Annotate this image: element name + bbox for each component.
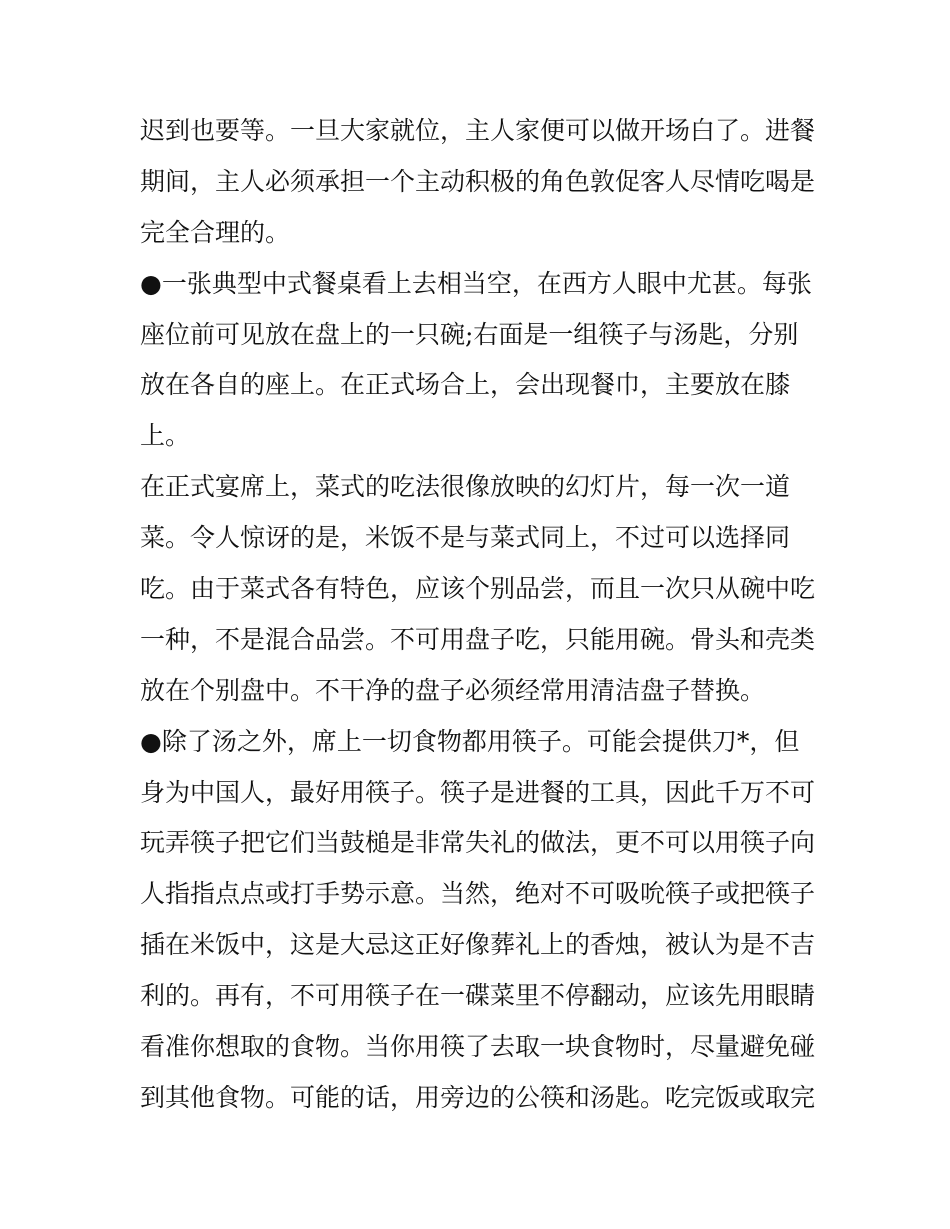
- body-text: [140, 106, 820, 1124]
- text-line: 身为中国人，最好用筷子。筷子是进餐的工具，因此千万不可: [140, 777, 816, 807]
- text-line: 玩弄筷子把它们当鼓槌是非常失礼的做法，更不可以用筷子向: [140, 828, 816, 858]
- text-line: 放在个别盘中。不干净的盘子必须经常用清洁盘子替换。: [140, 675, 766, 705]
- text-line: 吃。由于菜式各有特色，应该个别品尝，而且一次只从碗中吃: [140, 574, 816, 604]
- text-line: 期间，主人必须承担一个主动积极的角色敦促客人尽情吃喝是: [140, 166, 816, 196]
- text-line: 菜。令人惊讶的是，米饭不是与菜式同上，不过可以选择同: [140, 523, 791, 553]
- text-line: 上。: [140, 421, 191, 451]
- text-line: 看准你想取的食物。当你用筷了去取一块食物时，尽量避免碰: [140, 1032, 816, 1062]
- text-line: ●除了汤之外，席上一切食物都用筷子。可能会提供刀*，但: [140, 726, 800, 756]
- text-line: 放在各自的座上。在正式场合上，会出现餐巾，主要放在膝: [140, 370, 791, 400]
- text-line: 到其他食物。可能的话，用旁边的公筷和汤匙。吃完饭或取完: [140, 1082, 816, 1112]
- text-line: 在正式宴席上，菜式的吃法很像放映的幻灯片，每一次一道: [140, 472, 791, 502]
- text-line: 插在米饭中，这是大忌这正好像葬礼上的香烛，被认为是不吉: [140, 930, 816, 960]
- text-line: 一种，不是混合品尝。不可用盘子吃，只能用碗。骨头和壳类: [140, 624, 816, 654]
- text-line: 座位前可见放在盘上的一只碗;右面是一组筷子与汤匙，分别: [140, 319, 799, 349]
- text-line: 迟到也要等。一旦大家就位，主人家便可以做开场白了。进餐: [140, 116, 816, 145]
- text-line: 利的。再有，不可用筷子在一碟菜里不停翻动，应该先用眼睛: [140, 981, 816, 1011]
- text-line: ●一张典型中式餐桌看上去相当空，在西方人眼中尤甚。每张: [140, 268, 812, 298]
- text-line: 人指指点点或打手势示意。当然，绝对不可吸吮筷子或把筷子: [140, 879, 816, 909]
- text-line: 完全合理的。: [140, 217, 291, 247]
